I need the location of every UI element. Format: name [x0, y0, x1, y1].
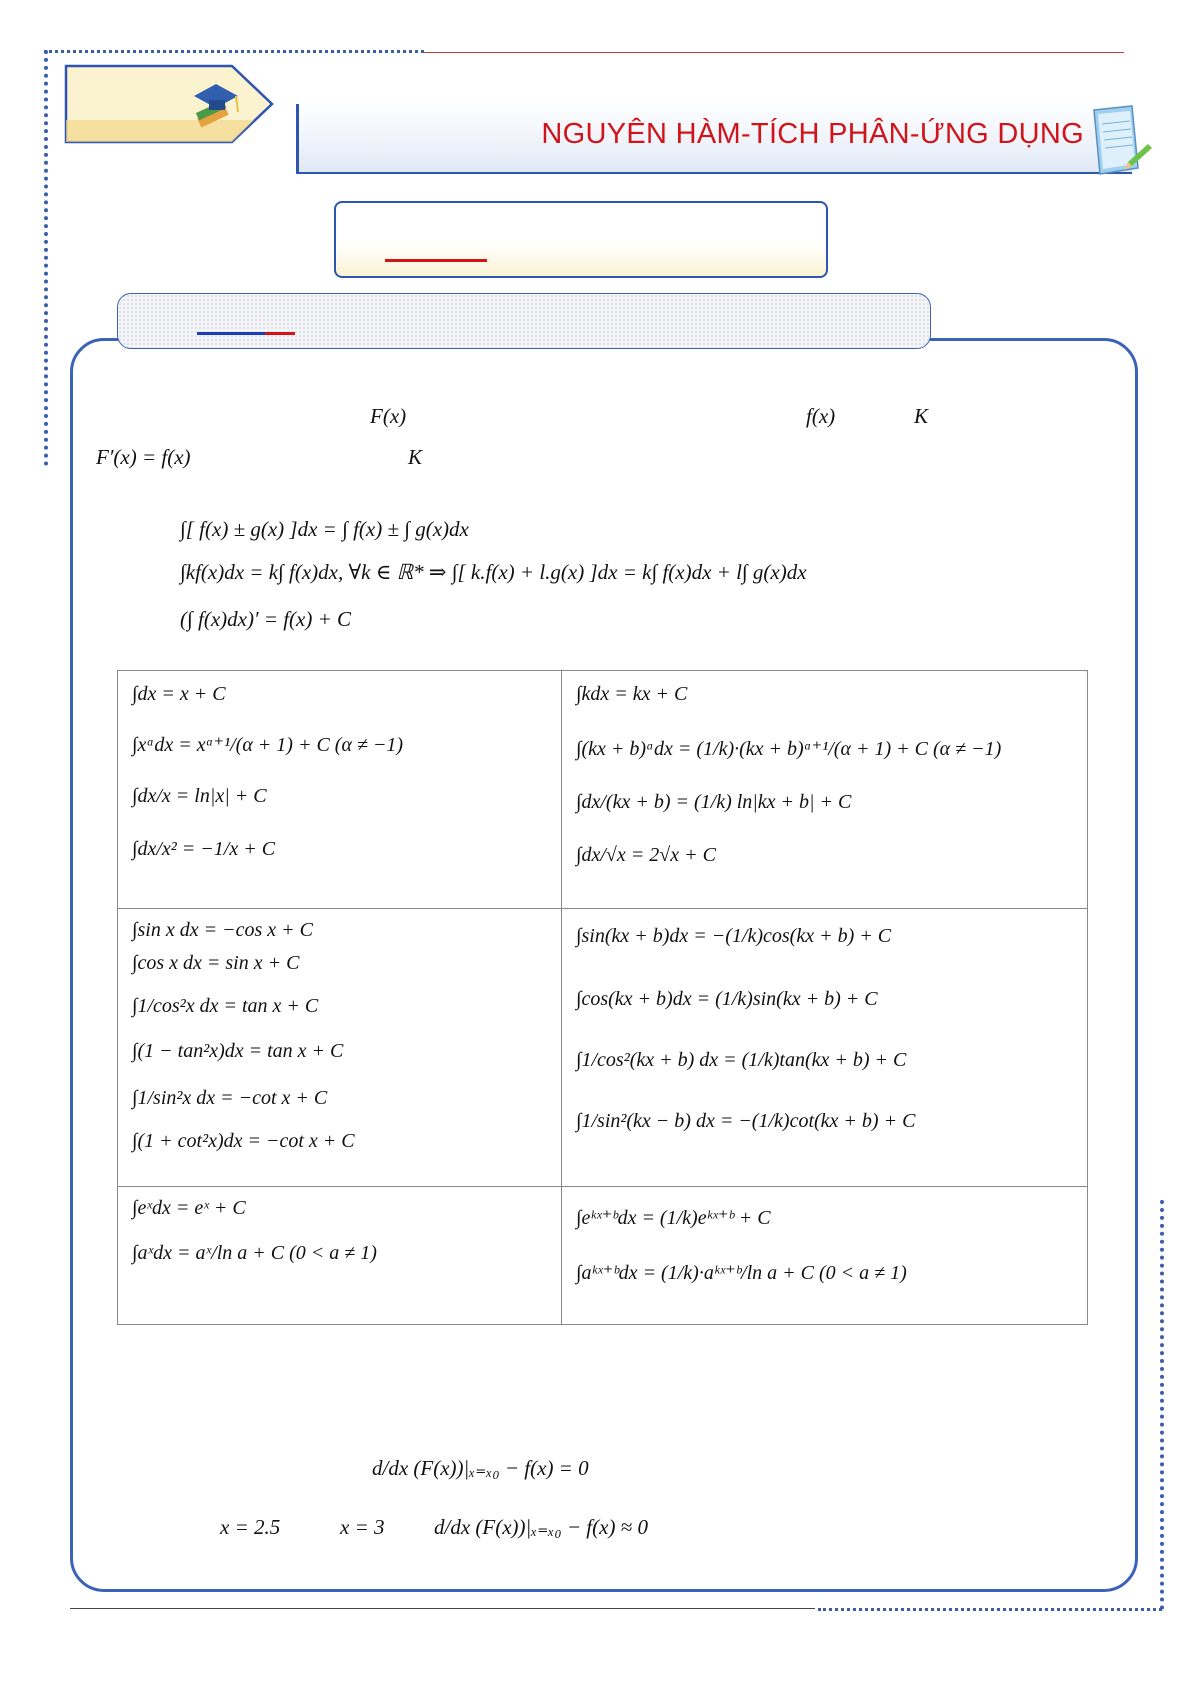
table-row-exp [118, 1187, 1088, 1325]
table-cell [118, 909, 562, 1187]
frame-top-dotted [44, 50, 424, 53]
table-cell [562, 909, 1088, 1187]
derivative-equation: F′(x) = f(x) [96, 445, 191, 469]
formula: ∫(kx + b)ᵅdx = (1/k)·(kx + b)ᵅ⁺¹/(α + 1) + C (α ≠ −1) [576, 738, 1002, 760]
antiderivative-symbol: F(x) [370, 404, 407, 428]
integral-table [117, 670, 1088, 1325]
formula: ∫1/cos²x dx = tan x + C [132, 995, 319, 1017]
section-underline-blue [197, 332, 265, 335]
property-sum: ∫[ f(x) ± g(x) ]dx = ∫ f(x) ± ∫ g(x)dx [180, 517, 469, 541]
formula: ∫aˣdx = aˣ/ln a + C (0 < a ≠ 1) [132, 1242, 377, 1264]
notebook-pen-icon [1088, 104, 1154, 178]
lesson-title-box [334, 201, 828, 278]
check-formula-approx: d/dx (F(x))|ₓ₌ₓ₀ − f(x) ≈ 0 [434, 1515, 648, 1539]
function-symbol: f(x) [806, 404, 836, 428]
formula: ∫1/sin²x dx = −cot x + C [132, 1087, 328, 1109]
footer-line [70, 1608, 815, 1609]
formula: ∫dx/x² = −1/x + C [132, 838, 276, 860]
formula: ∫(1 + cot²x)dx = −cot x + C [132, 1130, 355, 1152]
table-cell [118, 1187, 562, 1325]
check-x-value-b: x = 3 [340, 1515, 385, 1539]
formula: ∫1/cos²(kx + b) dx = (1/k)tan(kx + b) + C [576, 1049, 907, 1071]
table-row-power [118, 671, 1088, 909]
formula: ∫kdx = kx + C [576, 683, 688, 705]
header-divider [296, 104, 299, 174]
table-row-trig [118, 909, 1088, 1187]
formula: ∫sin(kx + b)dx = −(1/k)cos(kx + b) + C [576, 925, 892, 947]
formula: ∫dx = x + C [132, 683, 226, 705]
page-title: NGUYÊN HÀM-TÍCH PHÂN-ỨNG DỤNG [541, 118, 1084, 150]
formula: ∫dx/x = ln|x| + C [132, 785, 267, 807]
frame-left-dotted [44, 50, 48, 466]
check-x-value-a: x = 2.5 [220, 1515, 281, 1539]
formula: ∫cos x dx = sin x + C [132, 952, 300, 974]
property-linear: ∫kf(x)dx = k∫ f(x)dx, ∀k ∈ ℝ* ⇒ ∫[ k.f(x) + l.g(x) ]dx = k∫ f(x)dx + l∫ g(x)dx [180, 560, 807, 584]
formula: ∫xᵅdx = xᵅ⁺¹/(α + 1) + C (α ≠ −1) [132, 734, 404, 756]
table-cell [118, 671, 562, 909]
interval-symbol-2: K [408, 445, 423, 469]
interval-symbol: K [914, 404, 929, 428]
section-heading-pill [117, 293, 931, 349]
formula: ∫(1 − tan²x)dx = tan x + C [132, 1040, 344, 1062]
frame-bottom-dotted [818, 1608, 1162, 1611]
section-underline-red [265, 332, 295, 335]
property-derivative: (∫ f(x)dx)′ = f(x) + C [180, 607, 352, 631]
formula: ∫eᵏˣ⁺ᵇdx = (1/k)eᵏˣ⁺ᵇ + C [576, 1207, 771, 1229]
formula: ∫eˣdx = eˣ + C [132, 1197, 246, 1219]
frame-right-dotted [1160, 1200, 1164, 1610]
table-cell [562, 671, 1088, 909]
check-formula: d/dx (F(x))|ₓ₌ₓ₀ − f(x) = 0 [372, 1456, 589, 1480]
header-red-line [424, 52, 1124, 53]
lesson-title-underline [385, 259, 487, 262]
formula: ∫1/sin²(kx − b) dx = −(1/k)cot(kx + b) + C [576, 1110, 916, 1132]
formula: ∫dx/(kx + b) = (1/k) ln|kx + b| + C [576, 791, 852, 813]
formula: ∫cos(kx + b)dx = (1/k)sin(kx + b) + C [576, 988, 878, 1010]
formula: ∫sin x dx = −cos x + C [132, 919, 313, 941]
formula: ∫aᵏˣ⁺ᵇdx = (1/k)·aᵏˣ⁺ᵇ/ln a + C (0 < a ≠ 1) [576, 1262, 907, 1284]
formula: ∫dx/√x = 2√x + C [576, 844, 716, 866]
graduation-cap-icon [64, 64, 274, 144]
table-cell [562, 1187, 1088, 1325]
